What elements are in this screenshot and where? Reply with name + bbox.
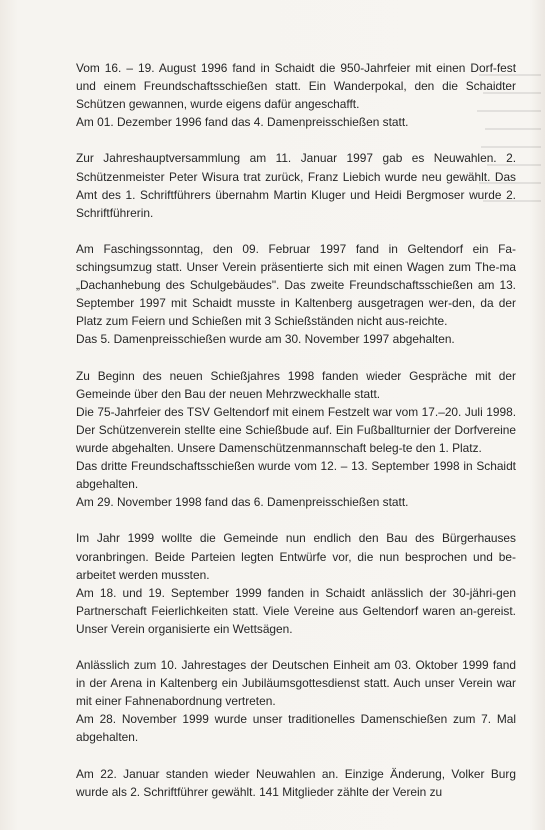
- text-line: Am 18. und 19. September 1999 fanden in Schaidt anlässlich der 30-jähri-gen Partnerschaft Feierlichkeiten statt. Viele Vereine aus Geltendorf waren an-gereist. Unser Verein organisierte ein Wettsägen.: [76, 585, 516, 636]
- paragraph-1998: [76, 367, 516, 512]
- text-line: Am 28. November 1999 wurde unser traditionelles Damenschießen zum 7. Mal abgehalten.: [76, 712, 516, 745]
- text-line: Die 75-Jahrfeier des TSV Geltendorf mit einem Festzelt war vom 17.–20. Juli 1998. Der Schützenverein stellte eine Schießbude auf. Ein Fußballturnier der Dorfvereine wurde abgehalten. Unsere Damenschützenmannschaft beleg-te den 1. Platz.: [76, 404, 516, 455]
- paragraph-1997-fasching: [76, 240, 516, 349]
- text-line: Am 01. Dezember 1996 fand das 4. Damenpreisschießen statt.: [76, 115, 409, 130]
- text-line: Im Jahr 1999 wollte die Gemeinde nun endlich den Bau des Bürgerhauses voranbringen. Beide Parteien legten Entwürfe vor, die nun besprochen und be-arbeitet werden mussten.: [76, 531, 516, 582]
- text-line: Am 29. November 1998 fand das 6. Damenpreisschießen statt.: [76, 495, 409, 510]
- text-line: Anlässlich zum 10. Jahrestages der Deutschen Einheit am 03. Oktober 1999 fand in der Arena in Kaltenberg ein Jubiläumsgottesdienst statt. Auch unser Verein war mit einer Fahnenabordnung vertreten.: [76, 658, 516, 709]
- text-line: Am 22. Januar standen wieder Neuwahlen an. Einzige Änderung, Volker Burg wurde als 2. Schriftführer gewählt. 141 Mitglieder zählte der Verein zu: [76, 766, 516, 799]
- paragraph-1999-einheit: [76, 656, 516, 746]
- text-line: Das 5. Damenpreisschießen wurde am 30. November 1997 abgehalten.: [76, 332, 455, 347]
- paragraph-1996: [76, 59, 516, 131]
- text-line: Am Faschingssonntag, den 09. Februar 1997 fand in Geltendorf ein Fa-schingsumzug statt. Unser Verein präsentierte sich mit einen Wagen zum The-ma „Dachanhebung des Schulgebäudes". Das zweite Freundschaftsschießen am 13. September 1997 mit Schaidt musste in Kaltenberg ausgetragen wer-den, da der Platz zum Feiern und Schießen mit 3 Schießständen nicht aus-reichte.: [76, 241, 516, 329]
- paragraph-1997-meeting: [76, 149, 516, 221]
- document-body: [76, 59, 516, 819]
- text-line: Zu Beginn des neuen Schießjahres 1998 fanden wieder Gespräche mit der Gemeinde über den Bau der neuen Mehrzweckhalle statt.: [76, 368, 516, 401]
- paragraph-2000: [76, 765, 516, 801]
- text-line: Das dritte Freundschaftsschießen wurde vom 12. – 13. September 1998 in Schaidt abgehalten.: [76, 459, 516, 492]
- text-line: Vom 16. – 19. August 1996 fand in Schaidt die 950-Jahrfeier mit einen Dorf-fest und einem Freundschaftsschießen statt. Ein Wanderpokal, den die Schaidter Schützen gewannen, wurde eigens dafür angeschafft.: [76, 61, 516, 112]
- paragraph-1999-buergerhaus: [76, 529, 516, 638]
- text-line: Zur Jahreshauptversammlung am 11. Januar 1997 gab es Neuwahlen. 2. Schützenmeister Peter Wisura trat zurück, Franz Liebich wurde neu gewählt. Das Amt des 1. Schriftführers übernahm Martin Kluger und Heidi Bergmoser wurde 2. Schriftführerin.: [76, 151, 516, 220]
